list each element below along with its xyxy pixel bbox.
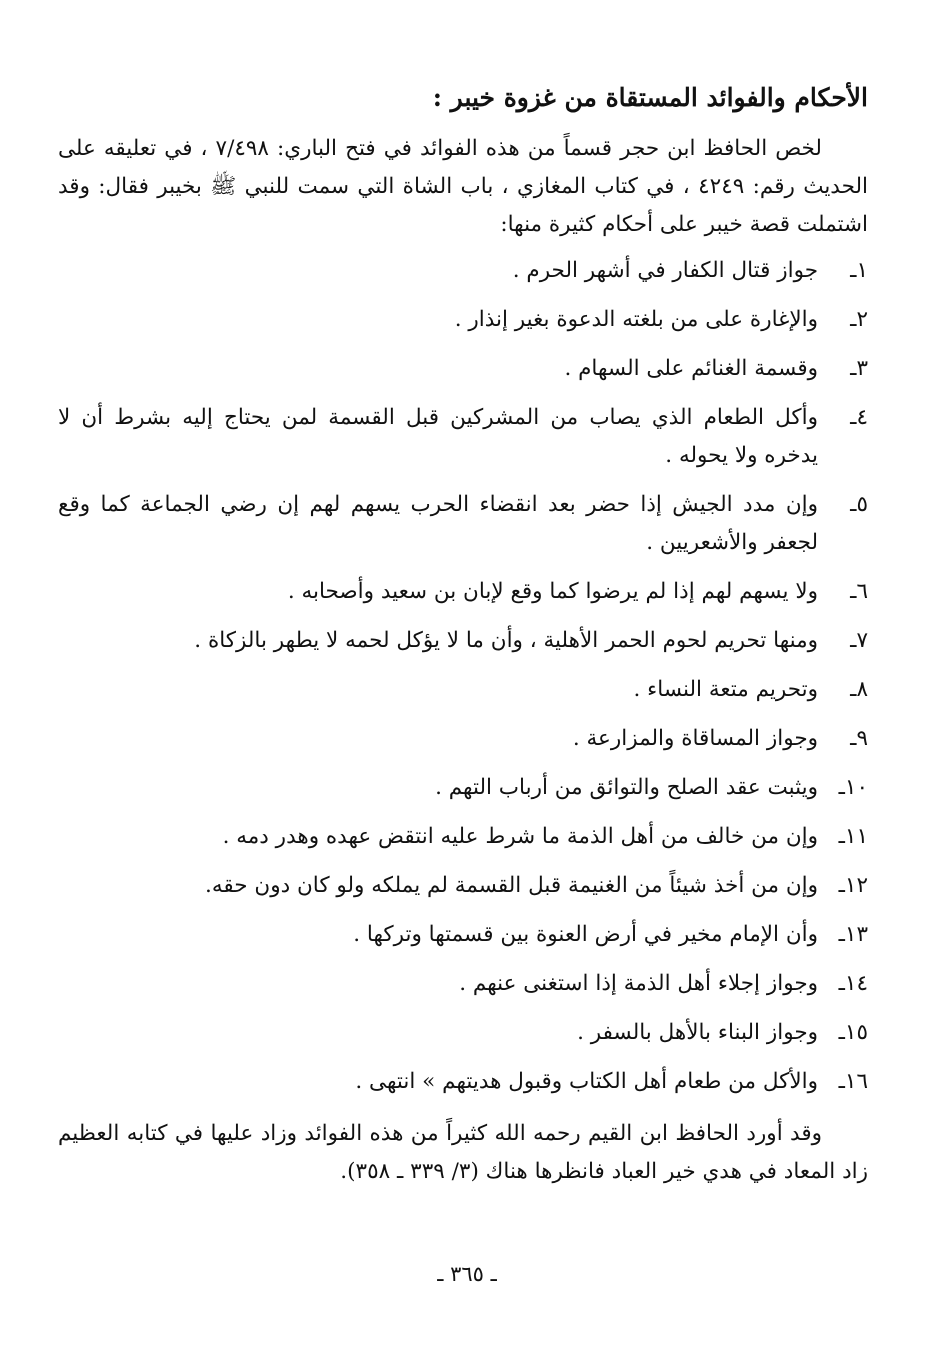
section-heading: الأحكام والفوائد المستقاة من غزوة خيبر :: [432, 83, 868, 112]
item-number: ٢ـ: [850, 307, 868, 332]
item-number: ١١ـ: [838, 824, 868, 849]
item-text: وأكل الطعام الذي يصاب من المشركين قبل القسمة لمن يحتاج إليه بشرط أن لا يدخره ولا يحوله .: [58, 405, 818, 468]
item-text: ومنها تحريم لحوم الحمر الأهلية ، وأن ما لا يؤكل لحمه لا يطهر بالزكاة .: [194, 628, 818, 653]
list-item: [58, 867, 868, 905]
list-item: [58, 486, 868, 562]
page-body: [58, 78, 868, 1191]
item-text: جواز قتال الكفار في أشهر الحرم .: [512, 258, 818, 283]
item-number: ١ـ: [850, 258, 868, 283]
item-text: وأن الإمام مخير في أرض العنوة بين قسمتها وتركها .: [353, 922, 818, 947]
item-number: ٦ـ: [850, 579, 868, 604]
list-item: [58, 301, 868, 339]
item-text: ولا يسهم لهم إذا لم يرضوا كما وقع لإبان بن سعيد وأصحابه .: [287, 579, 818, 604]
item-number: ٤ـ: [850, 405, 868, 430]
list-item: [58, 916, 868, 954]
list-item: [58, 622, 868, 660]
item-number: ٧ـ: [850, 628, 868, 653]
item-number: ١٦ـ: [838, 1069, 868, 1094]
list-item: [58, 350, 868, 388]
list-item: [58, 769, 868, 807]
list-item: [58, 720, 868, 758]
item-text: ويثبت عقد الصلح والتوائق من أرباب التهم .: [435, 775, 818, 800]
item-number: ١٠ـ: [838, 775, 868, 800]
list-item: [58, 1063, 868, 1101]
list-item: [58, 1014, 868, 1052]
item-text: وإن من أخذ شيئاً من الغنيمة قبل القسمة لم يملكه ولو كان دون حقه.: [205, 873, 818, 898]
item-number: ١٢ـ: [838, 873, 868, 898]
list-item: [58, 573, 868, 611]
item-text: والإغارة على من بلغته الدعوة بغير إنذار .: [454, 307, 818, 332]
item-number: ٩ـ: [850, 726, 868, 751]
item-text: وجواز المساقاة والمزارعة .: [572, 726, 818, 751]
list-item: [58, 399, 868, 475]
item-text: وإن من خالف من أهل الذمة ما شرط عليه انتقض عهده وهدر دمه .: [222, 824, 818, 849]
page-number: ـ ٣٦٥ ـ: [437, 1262, 497, 1286]
item-number: ١٥ـ: [838, 1020, 868, 1045]
list-item: [58, 671, 868, 709]
item-text: والأكل من طعام أهل الكتاب وقبول هديتهم » انتهى .: [355, 1069, 818, 1094]
item-number: ٣ـ: [850, 356, 868, 381]
item-number: ١٤ـ: [838, 971, 868, 996]
item-text: وتحريم متعة النساء .: [633, 677, 818, 702]
item-text: وإن مدد الجيش إذا حضر بعد انقضاء الحرب يسهم لهم إن رضي الجماعة كما وقع لجعفر والأشعريين .: [58, 492, 818, 555]
list-item: [58, 252, 868, 290]
closing-paragraph: وقد أورد الحافظ ابن القيم رحمه الله كثيراً من هذه الفوائد وزاد عليها في كتابه العظيم زاد المعاد في هدي خير العباد فانظرها هناك (٣/ ٣٣٩ ـ ٣٥٨).: [58, 1121, 868, 1184]
item-text: وجواز إجلاء أهل الذمة إذا استغنى عنهم .: [459, 971, 818, 996]
item-text: وقسمة الغنائم على السهام .: [564, 356, 818, 381]
list-item: [58, 965, 868, 1003]
item-number: ١٣ـ: [838, 922, 868, 947]
intro-paragraph: لخص الحافظ ابن حجر قسماً من هذه الفوائد في فتح الباري: ٧/٤٩٨ ، في تعليقه على الحديث رقم: ٤٢٤٩ ، في كتاب المغازي ، باب الشاة التي سمت للنبي ﷺ بخيبر فقال: وقد اشتملت قصة خيبر على أحكام كثيرة منها:: [58, 136, 868, 237]
list-item: [58, 818, 868, 856]
item-text: وجواز البناء بالأهل بالسفر .: [577, 1020, 818, 1045]
item-number: ٥ـ: [850, 492, 868, 517]
rulings-list: [58, 252, 868, 1101]
item-number: ٨ـ: [850, 677, 868, 702]
